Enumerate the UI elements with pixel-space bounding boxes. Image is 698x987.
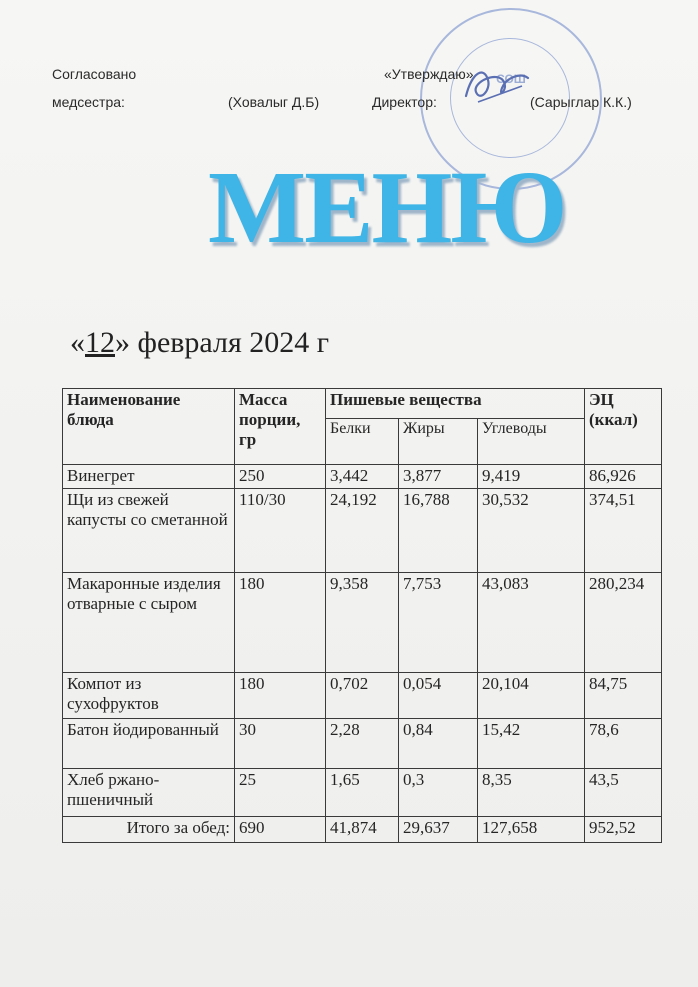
cell-mass: 180: [235, 673, 326, 719]
cell-mass: 25: [235, 769, 326, 817]
approval-left-role: [52, 94, 125, 110]
header-carbs: Углеводы: [478, 419, 585, 465]
cell-fats: 3,877: [399, 465, 478, 489]
cell-carbs: 43,083: [478, 573, 585, 673]
cell-fats: 0,054: [399, 673, 478, 719]
cell-mass: 110/30: [235, 489, 326, 573]
cell-name: Компот из сухофруктов: [63, 673, 235, 719]
table-row: [63, 719, 662, 769]
signature-icon: [458, 62, 538, 112]
date-rest: » февраля 2024 г: [115, 326, 330, 359]
total-label: Итого за обед:: [63, 817, 235, 843]
cell-energy: 280,234: [585, 573, 662, 673]
page-title: МЕНЮ: [208, 150, 566, 265]
table-row: [63, 769, 662, 817]
cell-proteins: 1,65: [326, 769, 399, 817]
cell-name: Батон йодированный: [63, 719, 235, 769]
approval-left-role-label: медсестра:: [52, 94, 125, 110]
cell-proteins: 2,28: [326, 719, 399, 769]
cell-name: Щи из свежей капусты со сметанной: [63, 489, 235, 573]
header-energy: ЭЦ (ккал): [585, 389, 662, 465]
approval-right-name: (Сарыглар К.К.): [530, 94, 632, 110]
total-carbs: 127,658: [478, 817, 585, 843]
table-row: [63, 673, 662, 719]
date-day: 12: [85, 326, 115, 359]
cell-energy: 84,75: [585, 673, 662, 719]
cell-fats: 0,3: [399, 769, 478, 817]
cell-fats: 0,84: [399, 719, 478, 769]
cell-mass: 250: [235, 465, 326, 489]
cell-mass: 30: [235, 719, 326, 769]
table-row: [63, 465, 662, 489]
cell-carbs: 20,104: [478, 673, 585, 719]
cell-carbs: 30,532: [478, 489, 585, 573]
total-fats: 29,637: [399, 817, 478, 843]
cell-fats: 7,753: [399, 573, 478, 673]
cell-energy: 86,926: [585, 465, 662, 489]
cell-proteins: 9,358: [326, 573, 399, 673]
header-nutrients: Пишевые вещества: [326, 389, 585, 419]
cell-name: Макаронные изделия отварные с сыром: [63, 573, 235, 673]
cell-fats: 16,788: [399, 489, 478, 573]
table-total-row: [63, 817, 662, 843]
cell-proteins: 0,702: [326, 673, 399, 719]
total-proteins: 41,874: [326, 817, 399, 843]
cell-energy: 374,51: [585, 489, 662, 573]
stamp-center-text: СОШ: [496, 72, 526, 86]
approval-left: [52, 66, 136, 82]
cell-carbs: 9,419: [478, 465, 585, 489]
date-open-quote: «: [70, 326, 85, 359]
cell-mass: 180: [235, 573, 326, 673]
cell-proteins: 3,442: [326, 465, 399, 489]
total-mass: 690: [235, 817, 326, 843]
approval-left-name: (Ховалыг Д.Б): [228, 94, 320, 110]
table-header-row: [63, 389, 662, 419]
approval-left-title: Согласовано: [52, 66, 137, 82]
table-row: [63, 573, 662, 673]
total-energy: 952,52: [585, 817, 662, 843]
header-fats: Жиры: [399, 419, 478, 465]
table-row: [63, 489, 662, 573]
cell-name: Хлеб ржано-пшеничный: [63, 769, 235, 817]
cell-name: Винегрет: [63, 465, 235, 489]
menu-table: [62, 388, 662, 843]
approval-right-title: «Утверждаю»: [384, 66, 474, 82]
cell-energy: 43,5: [585, 769, 662, 817]
menu-date: [70, 326, 329, 360]
cell-carbs: 8,35: [478, 769, 585, 817]
approval-right-role: Директор:: [372, 94, 437, 110]
cell-energy: 78,6: [585, 719, 662, 769]
header-mass: Масса порции, гр: [235, 389, 326, 465]
header-proteins: Белки: [326, 419, 399, 465]
cell-carbs: 15,42: [478, 719, 585, 769]
header-name: Наименование блюда: [63, 389, 235, 465]
cell-proteins: 24,192: [326, 489, 399, 573]
